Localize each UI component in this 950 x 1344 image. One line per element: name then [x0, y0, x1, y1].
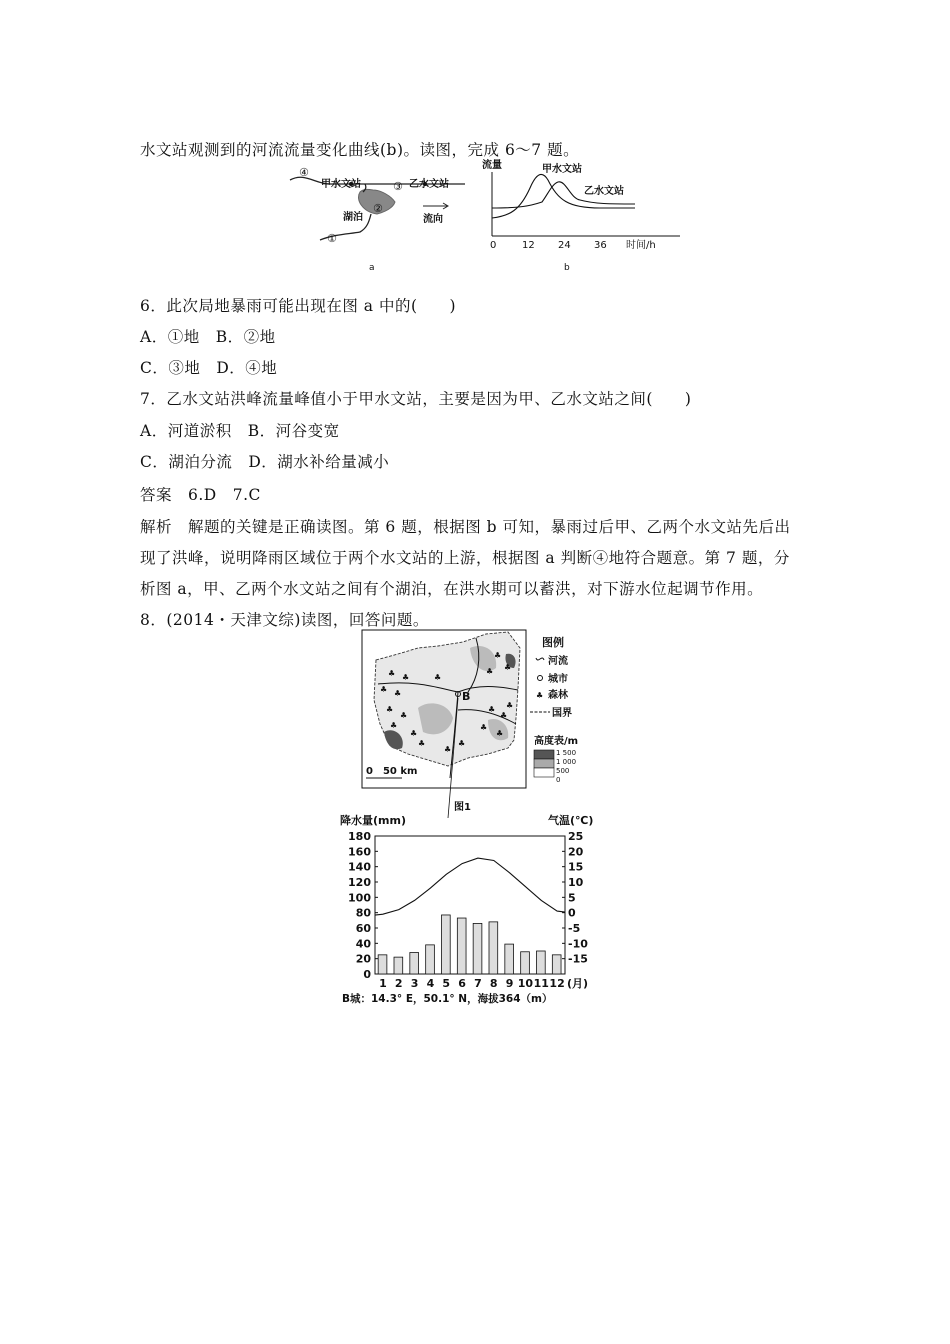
left-tick-label: 80 — [355, 906, 371, 920]
left-tick-label: 40 — [355, 937, 371, 951]
left-tick-label: 180 — [348, 830, 371, 843]
series-yi-label: 乙水文站 — [584, 186, 624, 197]
right-tick-label: 15 — [568, 860, 584, 874]
legend-river: 河流 — [548, 656, 568, 667]
figure-b — [480, 158, 700, 276]
svg-text:♣: ♣ — [410, 729, 418, 738]
analysis-line-1: 解析 解题的关键是正确读图。第 6 题，根据图 b 可知，暴雨过后甲、乙两个水文站先后出 — [140, 518, 791, 536]
series-jia-label: 甲水文站 — [542, 164, 582, 175]
month-label: 7 — [474, 977, 482, 990]
station-yi-label: 乙水文站 — [409, 179, 449, 190]
tick-12: 12 — [522, 240, 535, 251]
month-label: 9 — [505, 977, 514, 990]
right-tick-label: -5 — [568, 922, 581, 935]
climate-chart — [340, 812, 620, 1017]
height-0: 0 — [556, 776, 561, 784]
svg-text:♣: ♣ — [504, 663, 512, 672]
precip-bar — [473, 923, 482, 974]
svg-text:♣: ♣ — [402, 673, 410, 682]
mark-2: ② — [373, 202, 383, 215]
precip-bar — [442, 915, 451, 974]
tick-36: 36 — [594, 240, 607, 251]
city-b-label: B — [462, 690, 471, 703]
month-label: 5 — [442, 977, 451, 990]
svg-text:♣: ♣ — [444, 745, 452, 754]
fig-b-xlabel: 时间/h — [626, 240, 656, 251]
precip-bar — [489, 922, 498, 974]
question-8: 8．(2014・天津文综)读图，回答问题。 — [140, 611, 429, 629]
question-7: 7．乙水文站洪峰流量峰值小于甲水文站，主要是因为甲、乙水文站之间( ) — [140, 390, 692, 408]
answer-text: 答案 6.D 7.C — [140, 486, 261, 504]
height-1000: 1 000 — [556, 758, 577, 766]
month-label: 1 — [379, 977, 387, 990]
svg-text:♣: ♣ — [418, 739, 426, 748]
month-label: 4 — [426, 977, 435, 990]
lake-label: 湖泊 — [343, 212, 363, 223]
right-tick-label: 5 — [568, 891, 576, 905]
svg-text:♣: ♣ — [480, 723, 488, 732]
precip-bar — [410, 953, 419, 974]
fig1-caption: 图1 — [454, 802, 471, 813]
svg-text:♣: ♣ — [536, 691, 544, 700]
right-tick-label: 25 — [568, 830, 584, 843]
svg-text:♣: ♣ — [500, 711, 508, 720]
month-label: 6 — [458, 977, 466, 990]
svg-text:♣: ♣ — [394, 689, 402, 698]
precip-bar — [521, 952, 530, 974]
svg-text:♣: ♣ — [486, 667, 494, 676]
question-7-options-ab: A．河道淤积 B．河谷变宽 — [140, 422, 340, 440]
chart-ylabel-right: 气温(℃) — [548, 814, 594, 827]
month-label: 10 — [517, 977, 534, 990]
chart-caption: B城：14.3° E，50.1° N，海拔364（m） — [342, 993, 553, 1005]
month-label: 12 — [549, 977, 565, 990]
svg-text:♣: ♣ — [390, 721, 398, 730]
legend-border: 国界 — [552, 708, 572, 719]
svg-text:♣: ♣ — [380, 685, 388, 694]
right-tick-label: 0 — [568, 906, 576, 920]
svg-text:♣: ♣ — [496, 729, 504, 738]
chart-ylabel-left: 降水量(mm) — [340, 814, 406, 827]
fig-a-caption: a — [369, 263, 375, 273]
precip-bar — [378, 955, 387, 974]
legend-forest: 森林 — [548, 690, 568, 701]
figure-a — [285, 162, 475, 274]
left-tick-label: 20 — [355, 952, 371, 966]
svg-text:♣: ♣ — [386, 705, 394, 714]
precip-bar — [426, 945, 435, 974]
fig-b-caption: b — [564, 263, 570, 273]
legend-city: 城市 — [548, 674, 568, 685]
svg-text:♣: ♣ — [458, 739, 466, 748]
fig-b-ylabel: 流量 — [482, 160, 502, 171]
temperature-line — [375, 858, 565, 915]
height-title: 高度表/m — [534, 736, 579, 747]
mark-3: ③ — [393, 180, 403, 193]
left-tick-label: 60 — [355, 922, 371, 935]
precip-bar — [394, 957, 403, 974]
month-label: 8 — [489, 977, 498, 990]
svg-text:♣: ♣ — [434, 673, 442, 682]
right-tick-label: 20 — [568, 845, 584, 859]
question-6-options-ab: A．①地 B．②地 — [140, 328, 276, 346]
precip-bar — [537, 951, 546, 974]
left-tick-label: 140 — [348, 860, 371, 874]
precip-bar — [457, 918, 466, 974]
month-label: 11 — [533, 977, 549, 990]
mark-1: ① — [327, 232, 337, 245]
analysis-line-2: 现了洪峰，说明降雨区域位于两个水文站的上游，根据图 a 判断④地符合题意。第 7 题，分 — [140, 549, 790, 567]
svg-text:♣: ♣ — [506, 701, 514, 710]
svg-text:♣: ♣ — [488, 705, 496, 714]
intro-text: 水文站观测到的河流流量变化曲线(b)。读图，完成 6～7 题。 — [140, 141, 580, 159]
month-unit-label: (月) — [567, 977, 589, 990]
station-jia-label: 甲水文站 — [321, 179, 361, 190]
precip-bar — [505, 944, 514, 974]
legend-title: 图例 — [542, 636, 564, 649]
tick-0: 0 — [490, 240, 497, 251]
left-tick-label: 160 — [348, 845, 371, 859]
figure-1-map — [358, 628, 598, 818]
svg-text:♣: ♣ — [494, 651, 502, 660]
right-tick-label: 10 — [568, 876, 584, 889]
svg-text:♣: ♣ — [400, 711, 408, 720]
month-label: 3 — [410, 977, 419, 990]
analysis-line-3: 析图 a，甲、乙两个水文站之间有个湖泊，在洪水期可以蓄洪，对下游水位起调节作用。 — [140, 580, 764, 598]
right-tick-label: -10 — [568, 937, 588, 951]
flow-dir-label: 流向 — [423, 214, 443, 225]
left-tick-label: 0 — [363, 968, 371, 981]
tick-24: 24 — [558, 240, 571, 251]
precip-bar — [552, 955, 561, 974]
question-6: 6．此次局地暴雨可能出现在图 a 中的( ) — [140, 297, 457, 315]
mark-4: ④ — [299, 166, 309, 179]
map-scale: 0 50 km — [366, 766, 418, 777]
right-tick-label: -15 — [568, 952, 588, 966]
svg-text:♣: ♣ — [388, 669, 396, 678]
question-7-options-cd: C．湖泊分流 D．湖水补给量减小 — [140, 453, 390, 471]
height-1500: 1 500 — [556, 749, 577, 757]
left-tick-label: 100 — [348, 891, 371, 905]
month-label: 2 — [394, 977, 403, 990]
left-tick-label: 120 — [348, 876, 371, 889]
question-6-options-cd: C．③地 D．④地 — [140, 359, 278, 377]
height-500: 500 — [556, 767, 570, 775]
